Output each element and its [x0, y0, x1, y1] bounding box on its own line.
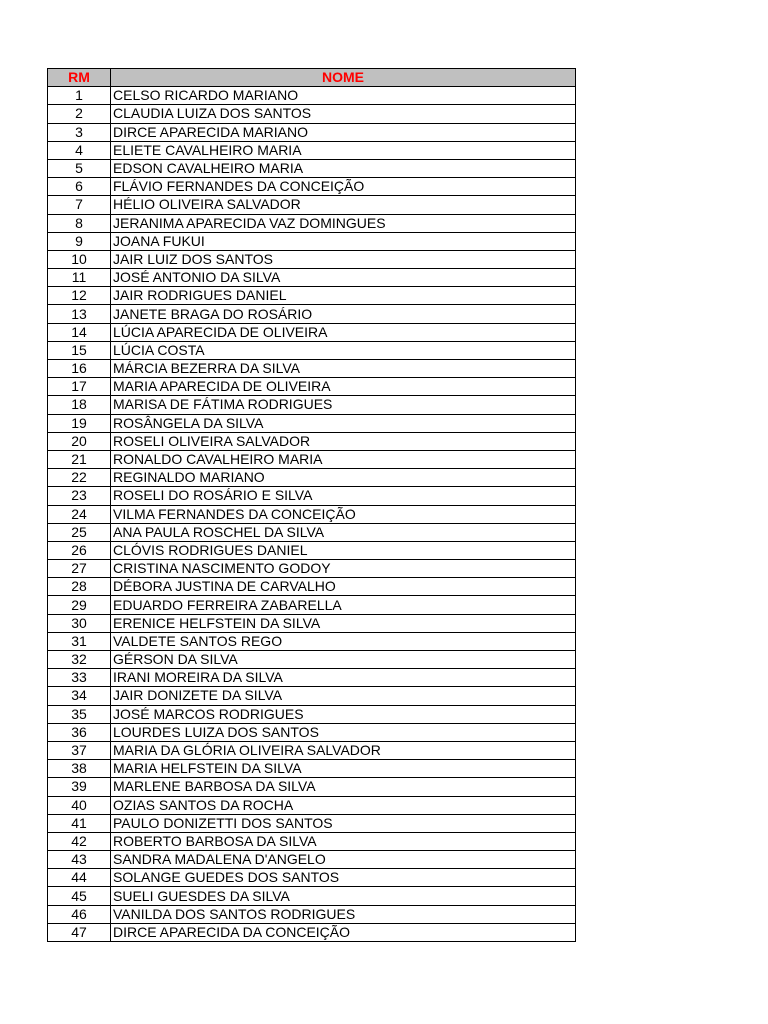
cell-nome[interactable]: ANA PAULA ROSCHEL DA SILVA	[111, 523, 576, 541]
table-row	[48, 360, 576, 378]
cell-rm[interactable]: 32	[48, 651, 111, 669]
cell-rm[interactable]: 17	[48, 378, 111, 396]
cell-nome[interactable]: OZIAS SANTOS DA ROCHA	[111, 796, 576, 814]
table-row	[48, 469, 576, 487]
cell-rm[interactable]: 21	[48, 450, 111, 468]
table-row	[48, 341, 576, 359]
cell-nome[interactable]: VANILDA DOS SANTOS RODRIGUES	[111, 905, 576, 923]
cell-rm[interactable]: 27	[48, 560, 111, 578]
cell-nome[interactable]: VILMA FERNANDES DA CONCEIÇÃO	[111, 505, 576, 523]
table-row	[48, 505, 576, 523]
header-row	[48, 69, 576, 87]
table-row	[48, 378, 576, 396]
cell-nome[interactable]: LÚCIA APARECIDA DE OLIVEIRA	[111, 323, 576, 341]
table-row	[48, 487, 576, 505]
cell-nome[interactable]: JOANA FUKUI	[111, 232, 576, 250]
table-row	[48, 651, 576, 669]
table-row	[48, 887, 576, 905]
cell-rm[interactable]: 30	[48, 614, 111, 632]
cell-nome[interactable]: DIRCE APARECIDA MARIANO	[111, 123, 576, 141]
table-row	[48, 196, 576, 214]
cell-nome[interactable]: MARIA HELFSTEIN DA SILVA	[111, 760, 576, 778]
cell-rm[interactable]: 36	[48, 723, 111, 741]
table-row	[48, 396, 576, 414]
cell-nome[interactable]: MÁRCIA BEZERRA DA SILVA	[111, 360, 576, 378]
table-row	[48, 741, 576, 759]
cell-nome[interactable]: MARLENE BARBOSA DA SILVA	[111, 778, 576, 796]
cell-nome[interactable]: JERANIMA APARECIDA VAZ DOMINGUES	[111, 214, 576, 232]
cell-nome[interactable]: GÉRSON DA SILVA	[111, 651, 576, 669]
cell-nome[interactable]: SOLANGE GUEDES DOS SANTOS	[111, 869, 576, 887]
cell-nome[interactable]: MARISA DE FÁTIMA RODRIGUES	[111, 396, 576, 414]
spreadsheet-sheet	[47, 68, 576, 942]
cell-rm[interactable]: 4	[48, 141, 111, 159]
cell-nome[interactable]: ROSELI DO ROSÁRIO E SILVA	[111, 487, 576, 505]
table-row	[48, 123, 576, 141]
cell-nome[interactable]: IRANI MOREIRA DA SILVA	[111, 669, 576, 687]
cell-nome[interactable]: CRISTINA NASCIMENTO GODOY	[111, 560, 576, 578]
header-nome[interactable]: NOME	[111, 69, 576, 87]
table-row	[48, 796, 576, 814]
cell-nome[interactable]: CLAUDIA LUIZA DOS SANTOS	[111, 105, 576, 123]
table-row	[48, 232, 576, 250]
table-row	[48, 87, 576, 105]
cell-rm[interactable]: 33	[48, 669, 111, 687]
table-row	[48, 159, 576, 177]
cell-rm[interactable]: 24	[48, 505, 111, 523]
table-row	[48, 923, 576, 941]
cell-rm[interactable]: 18	[48, 396, 111, 414]
cell-rm[interactable]: 20	[48, 432, 111, 450]
table-row	[48, 669, 576, 687]
cell-nome[interactable]: ERENICE HELFSTEIN DA SILVA	[111, 614, 576, 632]
cell-nome[interactable]: JANETE BRAGA DO ROSÁRIO	[111, 305, 576, 323]
table-row	[48, 705, 576, 723]
cell-nome[interactable]: JOSÉ ANTONIO DA SILVA	[111, 269, 576, 287]
table-row	[48, 560, 576, 578]
table-row	[48, 632, 576, 650]
cell-nome[interactable]: JAIR RODRIGUES DANIEL	[111, 287, 576, 305]
cell-rm[interactable]: 11	[48, 269, 111, 287]
cell-rm[interactable]: 9	[48, 232, 111, 250]
cell-rm[interactable]: 42	[48, 832, 111, 850]
cell-rm[interactable]: 7	[48, 196, 111, 214]
cell-rm[interactable]: 31	[48, 632, 111, 650]
cell-rm[interactable]: 46	[48, 905, 111, 923]
table-row	[48, 305, 576, 323]
table-row	[48, 596, 576, 614]
cell-nome[interactable]: PAULO DONIZETTI DOS SANTOS	[111, 814, 576, 832]
cell-nome[interactable]: MARIA DA GLÓRIA OLIVEIRA SALVADOR	[111, 741, 576, 759]
cell-rm[interactable]: 43	[48, 851, 111, 869]
table-row	[48, 287, 576, 305]
table-row	[48, 905, 576, 923]
table-row	[48, 687, 576, 705]
table-row	[48, 450, 576, 468]
cell-nome[interactable]: EDUARDO FERREIRA ZABARELLA	[111, 596, 576, 614]
table-row	[48, 814, 576, 832]
roster-table	[47, 68, 576, 942]
cell-nome[interactable]: HÉLIO OLIVEIRA SALVADOR	[111, 196, 576, 214]
cell-nome[interactable]: ROBERTO BARBOSA DA SILVA	[111, 832, 576, 850]
cell-rm[interactable]: 28	[48, 578, 111, 596]
cell-rm[interactable]: 44	[48, 869, 111, 887]
table-row	[48, 778, 576, 796]
cell-nome[interactable]: CELSO RICARDO MARIANO	[111, 87, 576, 105]
table-row	[48, 614, 576, 632]
cell-nome[interactable]: JAIR LUIZ DOS SANTOS	[111, 250, 576, 268]
cell-rm[interactable]: 2	[48, 105, 111, 123]
table-row	[48, 541, 576, 559]
table-row	[48, 832, 576, 850]
table-row	[48, 578, 576, 596]
cell-nome[interactable]: FLÁVIO FERNANDES DA CONCEIÇÃO	[111, 178, 576, 196]
cell-rm[interactable]: 16	[48, 360, 111, 378]
cell-nome[interactable]: SUELI GUESDES DA SILVA	[111, 887, 576, 905]
cell-rm[interactable]: 6	[48, 178, 111, 196]
cell-rm[interactable]: 25	[48, 523, 111, 541]
cell-nome[interactable]: MARIA APARECIDA DE OLIVEIRA	[111, 378, 576, 396]
table-row	[48, 414, 576, 432]
table-row	[48, 851, 576, 869]
cell-rm[interactable]: 41	[48, 814, 111, 832]
cell-nome[interactable]: DIRCE APARECIDA DA CONCEIÇÃO	[111, 923, 576, 941]
cell-nome[interactable]: JAIR DONIZETE DA SILVA	[111, 687, 576, 705]
cell-rm[interactable]: 26	[48, 541, 111, 559]
cell-rm[interactable]: 35	[48, 705, 111, 723]
table-row	[48, 723, 576, 741]
header-rm[interactable]: RM	[48, 69, 111, 87]
table-row	[48, 141, 576, 159]
table-row	[48, 523, 576, 541]
cell-rm[interactable]: 39	[48, 778, 111, 796]
cell-nome[interactable]: CLÓVIS RODRIGUES DANIEL	[111, 541, 576, 559]
table-row	[48, 214, 576, 232]
cell-rm[interactable]: 38	[48, 760, 111, 778]
cell-nome[interactable]: SANDRA MADALENA D'ANGELO	[111, 851, 576, 869]
cell-rm[interactable]: 3	[48, 123, 111, 141]
table-row	[48, 869, 576, 887]
cell-rm[interactable]: 15	[48, 341, 111, 359]
cell-nome[interactable]: LÚCIA COSTA	[111, 341, 576, 359]
table-row	[48, 323, 576, 341]
cell-rm[interactable]: 10	[48, 250, 111, 268]
cell-rm[interactable]: 34	[48, 687, 111, 705]
table-body	[48, 87, 576, 942]
table-header	[48, 69, 576, 87]
cell-rm[interactable]: 29	[48, 596, 111, 614]
cell-rm[interactable]: 45	[48, 887, 111, 905]
cell-rm[interactable]: 13	[48, 305, 111, 323]
cell-rm[interactable]: 5	[48, 159, 111, 177]
table-row	[48, 760, 576, 778]
cell-nome[interactable]: RONALDO CAVALHEIRO MARIA	[111, 450, 576, 468]
table-row	[48, 178, 576, 196]
cell-rm[interactable]: 1	[48, 87, 111, 105]
cell-rm[interactable]: 23	[48, 487, 111, 505]
cell-rm[interactable]: 22	[48, 469, 111, 487]
cell-nome[interactable]: ELIETE CAVALHEIRO MARIA	[111, 141, 576, 159]
cell-nome[interactable]: EDSON CAVALHEIRO MARIA	[111, 159, 576, 177]
cell-rm[interactable]: 40	[48, 796, 111, 814]
cell-rm[interactable]: 12	[48, 287, 111, 305]
cell-nome[interactable]: VALDETE SANTOS REGO	[111, 632, 576, 650]
cell-rm[interactable]: 47	[48, 923, 111, 941]
cell-nome[interactable]: ROSELI OLIVEIRA SALVADOR	[111, 432, 576, 450]
cell-nome[interactable]: DÉBORA JUSTINA DE CARVALHO	[111, 578, 576, 596]
table-row	[48, 432, 576, 450]
cell-nome[interactable]: LOURDES LUIZA DOS SANTOS	[111, 723, 576, 741]
cell-rm[interactable]: 8	[48, 214, 111, 232]
cell-rm[interactable]: 19	[48, 414, 111, 432]
cell-rm[interactable]: 37	[48, 741, 111, 759]
table-row	[48, 250, 576, 268]
table-row	[48, 105, 576, 123]
cell-nome[interactable]: REGINALDO MARIANO	[111, 469, 576, 487]
cell-nome[interactable]: JOSÉ MARCOS RODRIGUES	[111, 705, 576, 723]
table-row	[48, 269, 576, 287]
cell-rm[interactable]: 14	[48, 323, 111, 341]
cell-nome[interactable]: ROSÂNGELA DA SILVA	[111, 414, 576, 432]
